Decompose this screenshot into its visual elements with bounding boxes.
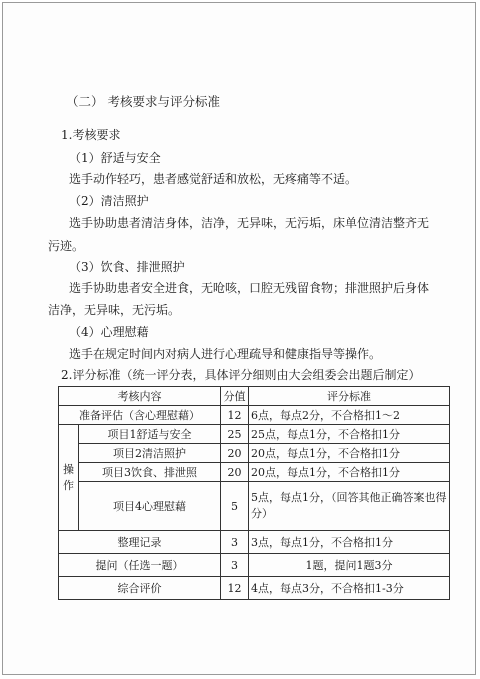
row-content: 项目3饮食、排泄照: [79, 463, 221, 482]
row-score: 25: [221, 425, 249, 444]
item-text-cleaning-2: 污迹。: [48, 239, 85, 253]
requirements-heading: 1.考核要求: [61, 128, 121, 142]
table-row: [59, 425, 450, 444]
row-score: 12: [221, 577, 249, 600]
item-title-cleaning: （2）清洁照护: [69, 194, 149, 208]
table-row: [59, 406, 450, 425]
header-content: 考核内容: [59, 387, 221, 406]
row-criteria: 25点，每点1分，不合格扣1分: [249, 425, 450, 444]
table-row: [59, 463, 450, 482]
section-title: （二） 考核要求与评分标准: [66, 94, 220, 109]
item-text-psych: 选手在规定时间内对病人进行心理疏导和健康指导等操作。: [69, 347, 382, 361]
row-score: 20: [221, 444, 249, 463]
row-score: 12: [221, 406, 249, 425]
operation-group-cell: [59, 425, 79, 531]
row-content: 整理记录: [59, 531, 221, 554]
row-criteria: 20点，每点1分，不合格扣1分: [249, 463, 450, 482]
item-text-diet-1: 选手协助患者安全进食，无呛咳，口腔无残留食物；排泄照护后身体: [69, 281, 430, 295]
item-title-psych: （4）心理慰藉: [69, 325, 149, 339]
item-text-cleaning-1: 选手协助患者清洁身体，洁净，无异味，无污垢，床单位清洁整齐无: [69, 216, 430, 230]
row-content: 项目4心理慰藉: [79, 482, 221, 531]
item-text-diet-2: 洁净，无异味，无污垢。: [48, 303, 181, 317]
row-criteria: 1题，提问1题3分: [249, 554, 450, 577]
row-content: 准备评估（含心理慰藉）: [59, 406, 221, 425]
row-score: 20: [221, 463, 249, 482]
table-row: [59, 444, 450, 463]
score-table: [58, 386, 450, 600]
table-row: [59, 577, 450, 600]
score-heading: 2.评分标准（统一评分表，具体评分细则由大会组委会出题后制定）: [61, 368, 421, 382]
header-score: 分值: [221, 387, 249, 406]
row-content: 提问（任选一题）: [59, 554, 221, 577]
document-page: [2, 2, 476, 675]
row-criteria: 20点，每点1分，不合格扣1分: [249, 444, 450, 463]
item-title-comfort: （1）舒适与安全: [69, 151, 161, 165]
row-content: 项目1舒适与安全: [79, 425, 221, 444]
header-criteria: 评分标准: [249, 387, 450, 406]
row-criteria-cell: [249, 482, 450, 531]
item-text-comfort: 选手动作轻巧，患者感觉舒适和放松，无疼痛等不适。: [69, 172, 358, 186]
table-header-row: [59, 387, 450, 406]
row-score: 3: [221, 531, 249, 554]
row-criteria: 5点，每点1分，（回答其他正确答案也得分）: [251, 491, 447, 520]
table-row: [59, 531, 450, 554]
row-criteria: 6点，每点2分，不合格扣1～2: [249, 406, 450, 425]
row-criteria: 3点，每点1分，不合格扣1分: [249, 531, 450, 554]
row-content: 项目2清洁照护: [79, 444, 221, 463]
row-score: 5: [221, 482, 249, 531]
row-score: 3: [221, 554, 249, 577]
row-content: 综合评价: [59, 577, 221, 600]
item-title-diet: （3）饮食、排泄照护: [69, 260, 185, 274]
table-row: [59, 482, 450, 531]
row-criteria: 4点，每点3分，不合格扣1-3分: [249, 577, 450, 600]
table-row: [59, 554, 450, 577]
operation-label: 操作: [63, 462, 74, 492]
